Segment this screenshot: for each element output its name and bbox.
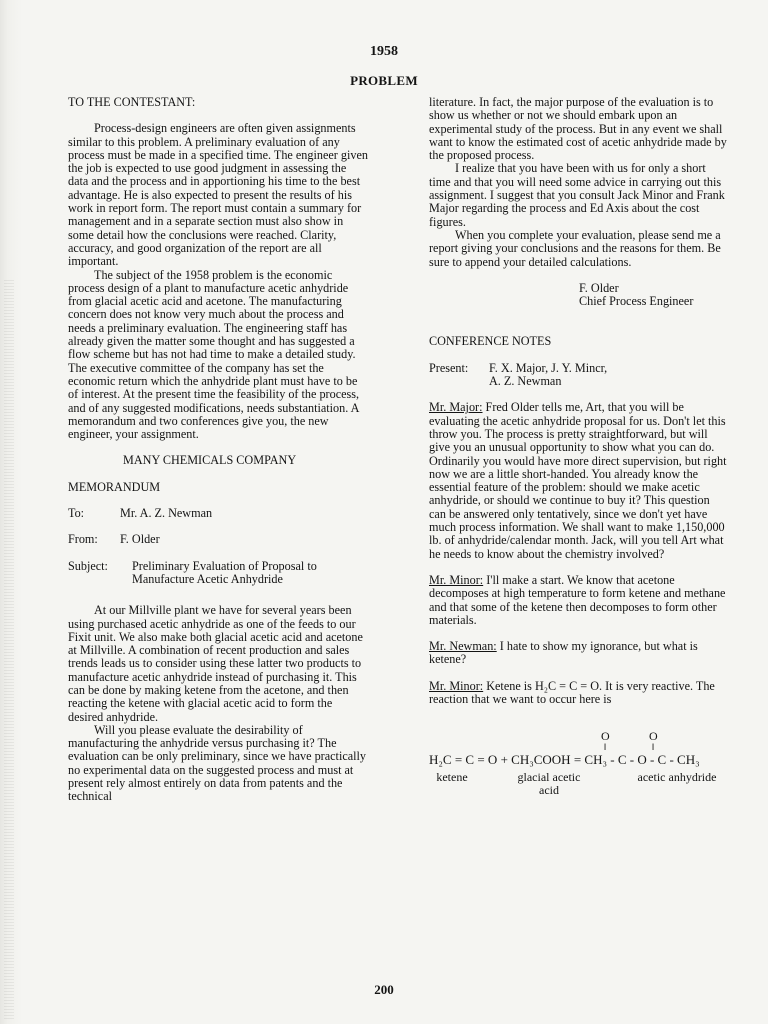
speaker-label: Mr. Minor:	[429, 572, 484, 587]
speaker-label: Mr. Newman:	[429, 639, 497, 654]
speaker-label: Mr. Minor:	[429, 678, 484, 693]
present-row	[429, 362, 727, 375]
memo-from-row	[68, 533, 368, 546]
dialogue-minor	[429, 574, 727, 627]
carbonyl-oxygen-2: O	[649, 729, 658, 744]
paragraph: When you complete your evaluation, please send me a report giving your conclusions and the reasons for them. Be sure to append your detailed calculations.	[429, 227, 721, 269]
label-acetic-anhydride: acetic anhydride	[637, 770, 717, 785]
present-line-2: A. Z. Newman	[489, 374, 562, 389]
dialogue-text: I'll make a start. We know that acetone decomposes at high temperature to form ketene and methane and that some of the ketene then decomposes to form other materials.	[429, 572, 726, 627]
paragraph: Will you please evaluate the desirability of manufacturing the anhydride versus purchasing it? The evaluation can be only preliminary, since we have practically no experimental data on the suggested process and must at present rely almost entirely on data from patents and the technical	[68, 722, 367, 804]
label-ketene: ketene	[436, 770, 468, 785]
paragraph: Process-design engineers are often given assignments similar to this problem. A preliminary evaluation of any process must be made in a specified time. The engineer given the job is expected to use good judgment in assessing the data and the process and in apportioning his time to the best advantage. He is also expected to present the results of his work in report form. The report must contain a summary for management and in a separate section must also show in some detail how the conclusions were reached. Clarity, accuracy, and good organization of the report are all important.	[68, 121, 368, 269]
present-line-1: F. X. Major, J. Y. Mincr,	[489, 360, 608, 375]
dialogue-text: Ketene is H₂C = C = O. It is very reactive. The reaction that we want to occur here is	[429, 678, 715, 706]
left-column	[68, 96, 368, 804]
scan-binding-edge	[0, 0, 22, 1024]
paragraph: The subject of the 1958 problem is the economic process design of a plant to manufacture acetic anhydride from glacial acetic acid and acetone. The manufacturing concern does not know very much about the process and needs a preliminary evaluation. The engineering staff has already given the matter some thought and has suggested a flow scheme but has not had time to make a detailed study. The executive committee of the company has set the economic return which the anhydride plant must have to be of interest. At the present time the feasibility of the process, and of any suggested modifications, needs substantiation. A memorandum and two conferences give you, the new engineer, your assignment.	[68, 267, 360, 442]
memo-from-label: From:	[68, 532, 98, 547]
equation-text: H₂C = C = O + CH₃COOH = CH₃ - C - O - C - CH₃	[429, 752, 700, 768]
memo-to-row	[68, 507, 368, 520]
double-bond-2: ‖	[652, 742, 655, 753]
present-label: Present:	[429, 360, 469, 375]
memo-subject-label: Subject:	[68, 558, 108, 573]
right-column	[429, 96, 727, 796]
contestant-heading: TO THE CONTESTANT:	[68, 95, 196, 109]
memorandum-heading: MEMORANDUM	[68, 479, 161, 494]
label-glacial-acetic-acid: glacial acetic acid	[517, 770, 581, 798]
reaction-equation	[429, 730, 727, 796]
signature-name: F. Older	[579, 280, 619, 295]
memo-to-value: Mr. A. Z. Newman	[120, 506, 213, 521]
speaker-label: Mr. Major:	[429, 400, 483, 415]
carbonyl-oxygen-1: O	[601, 729, 610, 744]
dialogue-minor	[429, 680, 727, 707]
signature-title: Chief Process Engineer	[579, 294, 694, 309]
conference-heading: CONFERENCE NOTES	[429, 334, 552, 349]
page-title: PROBLEM	[350, 73, 418, 88]
memo-to-label: To:	[68, 506, 85, 521]
double-bond-1: ‖	[604, 742, 607, 753]
memo-from-value: F. Older	[120, 532, 160, 547]
memo-subject-value: Preliminary Evaluation of Proposal to Manufacture Acetic Anhydride	[132, 558, 317, 586]
dialogue-major	[429, 401, 727, 561]
paragraph: At our Millville plant we have for several years been using purchased acetic anhydride as one of the feeds to our Fixit unit. We also make both glacial acetic acid and acetone at Millville. A combination of recent production and sales trends leads us to consider using these latter two products to manufacture acetic anhydride instead of purchasing it. This can be done by making ketene from the acetone, and then reacting the ketene with glacial acetic acid to form the desired anhydride.	[68, 603, 363, 724]
page-number: 200	[374, 982, 394, 997]
paragraph: literature. In fact, the major purpose of the evaluation is to show us whether or not we should embark upon an experimental study of the process. But in any event we shall want to know the estimated cost of acetic anhydride made by the proposed process.	[429, 95, 727, 163]
dialogue-text: I hate to show my ignorance, but what is ketene?	[429, 639, 698, 667]
dialogue-newman	[429, 640, 727, 667]
memo-subject-row	[68, 560, 368, 587]
dialogue-text: Fred Older tells me, Art, that you will be evaluating the acetic anhydride proposal for us. Don't let this throw you. The process is pretty straightforward, but will give you an unusual opportunity to show what you can do. Ordinarily you would have more direct supervision, but right now we are a little short-handed. You already know the essential feature of the problem: should we make acetic anhydride, or should we continue to buy it? This question can be answered only tentatively, since we don't yet have much process information. We shall want to make 1,150,000 lb. of anhydride/calendar month. Jack, will you tell Art what he needs to know about the chemistry involved?	[429, 400, 727, 561]
company-name: MANY CHEMICALS COMPANY	[123, 453, 297, 468]
page-year: 1958	[370, 44, 398, 59]
paragraph: I realize that you have been with us for only a short time and that you will need some advice in carrying out this assignment. I suggest that you consult Jack Minor and Frank Major regarding the process and Ed Axis about the cost figures.	[429, 161, 725, 229]
